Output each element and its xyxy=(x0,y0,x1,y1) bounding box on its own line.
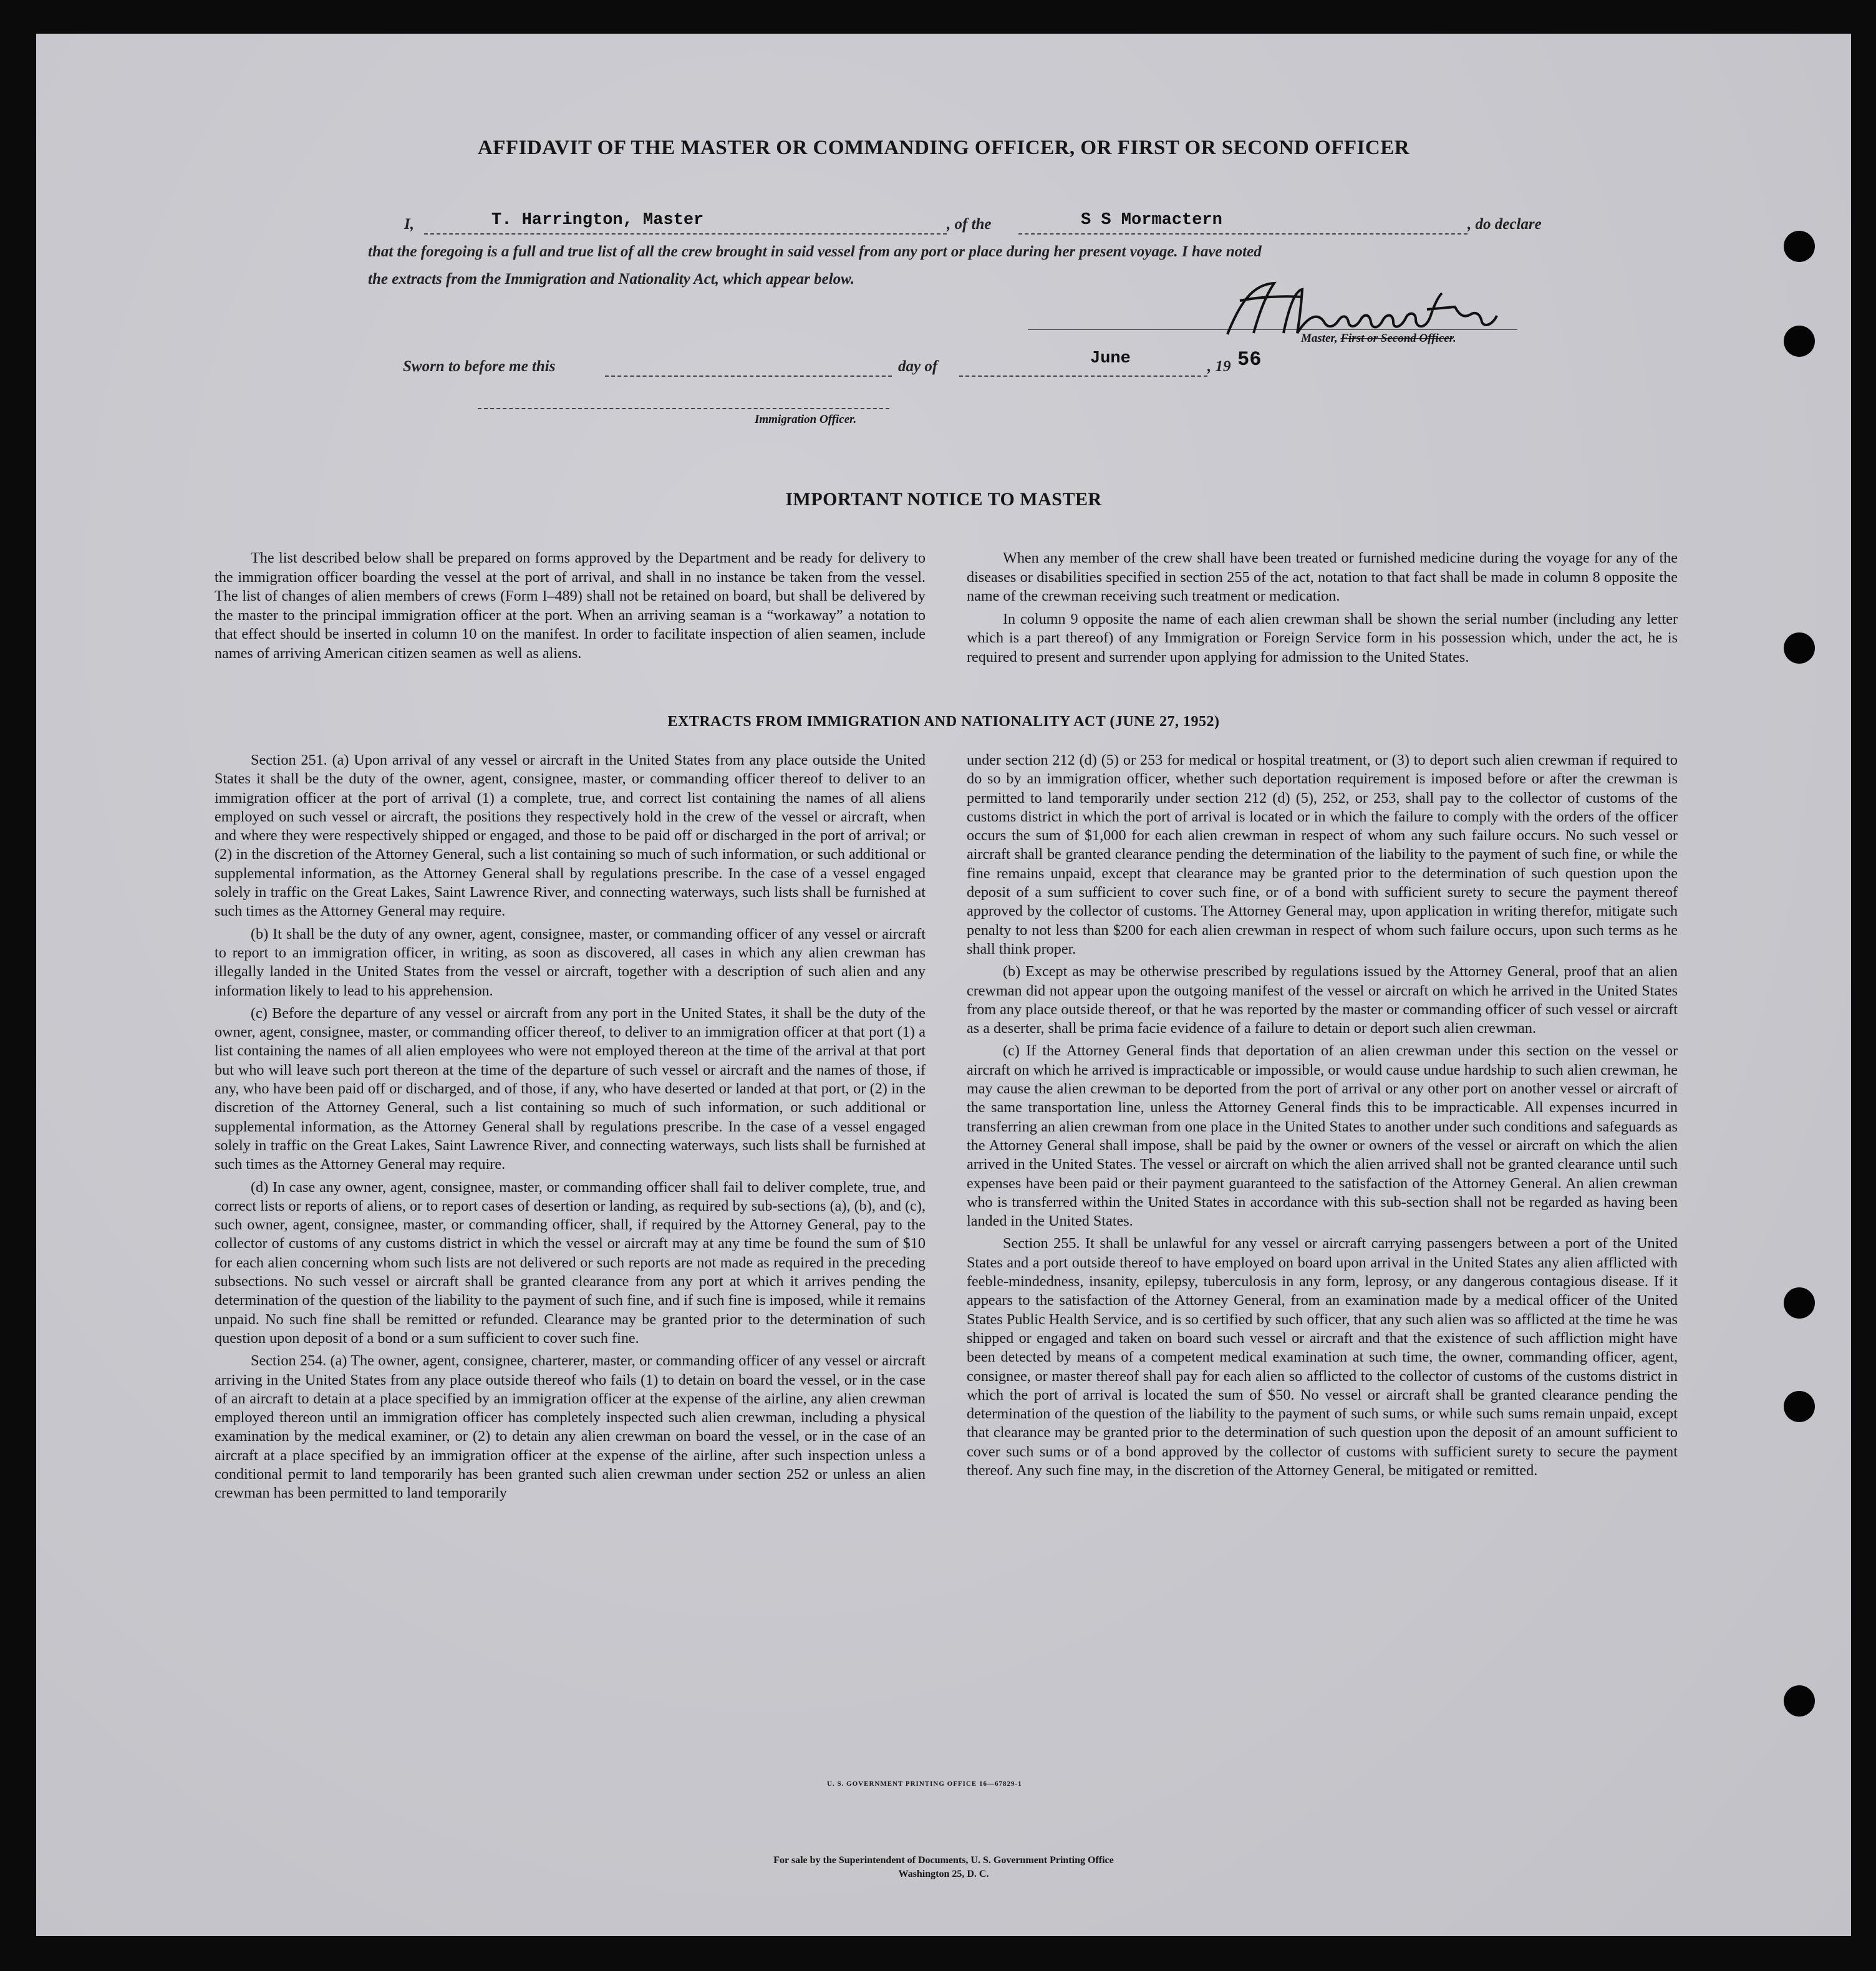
for-sale-line1: For sale by the Superintendent of Documents, U. S. Government Printing Office xyxy=(773,1855,1114,1866)
sworn-month: June xyxy=(1090,349,1131,368)
i-label: I, xyxy=(404,216,414,233)
notice-title: IMPORTANT NOTICE TO MASTER xyxy=(785,489,1102,510)
signature-caption xyxy=(1301,332,1456,346)
notice-left-column xyxy=(215,549,926,663)
extract-paragraph: Section 251. (a) Upon arrival of any vessel or aircraft in the United States from any place outside the United States it shall be the duty of the owner, agent, consignee, master, or commanding officer thereof to deliver to an immigration officer at the port of arrival (1) a complete, true, and correct list containing the names of all aliens employed on such vessel or aircraft, the positions they respectively hold in the crew of the vessel or aircraft, when and where they were respectively shipped or engaged, and those to be paid off or discharged in the port of arrival; or (2) in the discretion of the Attorney General, such a list containing so much of such information, or such additional or supplemental information, as the Attorney General shall by regulations prescribe. In the case of a vessel engaged solely in traffic on the Great Lakes, Saint Lawrence River, and connecting waterways, such lists shall be furnished at such times as the Attorney General may require. xyxy=(215,752,926,920)
extracts-right-column xyxy=(967,751,1678,1480)
printing-office-imprint: U. S. GOVERNMENT PRINTING OFFICE 16—67829-1 xyxy=(827,1780,1022,1788)
extract-paragraph: (d) In case any owner, agent, consignee, master, or commanding officer shall fail to deliver complete, true, and correct lists or reports of aliens, or to report cases of desertion or landing, as required by sub-sections (a), (b), and (c), such owner, agent, consignee, master, or commanding officer, shall, if required by the Attorney General, pay to the collector of customs of any customs district in which the vessel or aircraft may at any time be found the sum of $10 for each alien concerning whom such lists are not delivered or such reports are not made as required in the preceding subsections. No such vessel or aircraft shall be granted clearance from any port at which it arrives pending the determination of the question of the liability to the payment of such fine, and if such fine is imposed, while it remains unpaid. No such fine shall be remitted or refunded. Clearance may be granted prior to the determination of such question upon deposit of a bond or a sum sufficient to cover such fine. xyxy=(215,1178,926,1347)
extract-paragraph: (c) If the Attorney General finds that deportation of an alien crewman under this section on the vessel or aircraft on which he arrived is impracticable or impossible, or would cause undue hardship to such alien crewman, he may cause the alien crewman to be deported from the port of arrival or any other port on another vessel or aircraft of the same transportation line, unless the Attorney General finds this to be impracticable. All expenses incurred in transferring an alien crewman from one place in the United States to another under such conditions and safeguards as the Attorney General shall impose, shall be paid by the owner or owners of the vessel or aircraft on which the alien arrived in the United States. The vessel or aircraft on which the alien arrived shall not be granted clearance until such expenses have been paid or their payment guaranteed to the satisfaction of the Attorney General. An alien crewman who is transferred within the United States in accordance with this sub-section shall not be regarded as having been landed in the United States. xyxy=(967,1042,1678,1230)
signature-caption-suffix: . xyxy=(1453,332,1456,345)
affidavit-statement-line2: the extracts from the Immigration and Nationality Act, which appear below. xyxy=(368,271,855,288)
notice-paragraph: The list described below shall be prepared on forms approved by the Department and be ready for delivery to the immigration officer boarding the vessel at the port of arrival, and shall in no instance be taken from the vessel. The list of changes of alien members of crews (Form I–489) shall not be retained on board, but shall be delivered by the master to the principal immigration officer at the port. When an arriving seaman is a “workaway” a notation to that effect should be inserted in column 10 on the manifest. In order to facilitate inspection of alien seamen, include names of arriving American citizen seamen as well as aliens. xyxy=(215,550,926,662)
sworn-label: Sworn to before me this xyxy=(403,358,556,375)
extract-paragraph: Section 255. It shall be unlawful for any vessel or aircraft carrying passengers between a port of the United States and a port outside thereof to have employed on board upon arrival in the United States any alien afflicted with feeble-mindedness, insanity, epilepsy, tuberculosis in any form, leprosy, or any dangerous contagious disease. If it appears to the satisfaction of the Attorney General, from an examination made by a medical officer of the United States Public Health Service, and is so certified by such officer, that any such alien was so afflicted at the time he was shipped or engaged and taken on board such vessel or aircraft and that the existence of such affliction might have been detected by means of a competent medical examination at such time, the owner, commanding officer, agent, consignee, or master thereof shall pay for each alien so afflicted to the collector of customs of the customs district in which the port of arrival is located the sum of $50. No vessel or aircraft shall be granted clearance pending the determination of the question of the liability to the payment of such sums, or while such sums remain unpaid, except that clearance may be granted prior to the determination of such question upon the deposit of an amount sufficient to cover such sums or of a bond approved by the collector of customs with sufficient surety to secure the payment thereof. Any such fine may, in the discretion of the Attorney General, be mitigated or remitted. xyxy=(967,1235,1678,1479)
vessel-name: S S Mormactern xyxy=(1081,211,1222,230)
notice-paragraph: When any member of the crew shall have been treated or furnished medicine during the voyage for any of the diseases or disabilities specified in section 255 of the act, notation to that fact shall be made in column 8 opposite the name of the crewman receiving such treatment or medication. xyxy=(967,550,1678,604)
sworn-year: 56 xyxy=(1237,348,1262,371)
of-the-label: , of the xyxy=(947,216,992,233)
month-underline xyxy=(959,375,1207,377)
immigration-officer-line xyxy=(478,408,889,409)
extract-paragraph: Section 254. (a) The owner, agent, consignee, charterer, master, or commanding officer of any vessel or aircraft arriving in the United States from any place outside thereof who fails (1) to detain on board the vessel, or in the case of an aircraft to detain at a place specified by an immigration officer at the expense of the airline, any alien crewman employed thereon until an immigration officer has completely inspected such alien crewman, including a physical examination by the medical examiner, or (2) to detain any alien crewman on board the vessel, or in the case of an aircraft at a place specified by an immigration officer at the expense of the airline, after such inspection unless a conditional permit to land temporarily has been granted such alien crewman under section 252 or unless an alien crewman has been permitted to land temporarily xyxy=(215,1352,926,1502)
for-sale-line2: Washington 25, D. C. xyxy=(898,1869,989,1879)
punch-hole xyxy=(1784,632,1815,664)
extracts-title: EXTRACTS FROM IMMIGRATION AND NATIONALITY ACT (JUNE 27, 1952) xyxy=(667,714,1220,730)
day-of-label: day of xyxy=(898,358,938,375)
declarant-name: T. Harrington, Master xyxy=(491,211,704,230)
year-prefix: , 19 xyxy=(1207,358,1231,375)
immigration-officer-caption: Immigration Officer. xyxy=(755,413,857,426)
affidavit-title: AFFIDAVIT OF THE MASTER OR COMMANDING OFFICER, OR FIRST OR SECOND OFFICER xyxy=(477,137,1410,159)
master-signature xyxy=(1215,278,1521,341)
punch-hole xyxy=(1784,326,1815,357)
extract-paragraph: (c) Before the departure of any vessel or aircraft from any port in the United States, it shall be the duty of the owner, agent, consignee, master, or commanding officer thereof, to deliver to an immigration officer at that port (1) a list containing the names of all alien employees who were not employed thereon at the time of the arrival at that port but who will leave such port thereon at the time of the departure of such vessel or aircraft and the names of those, if any, who have been paid off or discharged, and of those, if any, who have deserted or landed at that port, or (2) in the discretion of the Attorney General, such a list containing so much of such information, or such additional or supplemental information, as the Attorney General shall by regulations prescribe. In the case of a vessel engaged solely in traffic on the Great Lakes, Saint Lawrence River, and connecting waterways, such lists shall be furnished at such times as the Attorney General may require. xyxy=(215,1004,926,1173)
declarant-underline xyxy=(424,233,947,235)
extract-paragraph: under section 212 (d) (5) or 253 for medical or hospital treatment, or (3) to deport such alien crewman if required to do so by an immigration officer, whether such deportation requirement is imposed before or after the crewman is permitted to land temporarily under section 212 (d) (5), 252, or 253, shall pay to the collector of customs of the customs district in which the port of arrival is located or in which the failure to comply with the orders of the officer occurs the sum of $1,000 for each alien crewman in respect of whom any such failure occurs. No such vessel or aircraft shall be granted clearance pending the determination of the liability to the payment of such fine, or while the fine remains unpaid, except that clearance may be granted prior to the determination of such question upon the deposit of a sum sufficient to cover such fine, or of a bond with sufficient surety to secure the payment thereof approved by the collector of customs. The Attorney General may, upon application in writing therefor, mitigate such penalty to not less than $200 for each alien crewman in respect of whom such failure occurs, upon such terms as he shall think proper. xyxy=(967,752,1678,957)
vessel-underline xyxy=(1018,233,1467,235)
affidavit-statement-line1: that the foregoing is a full and true list of all the crew brought in said vessel from any port or place during her present voyage. I have noted xyxy=(368,243,1262,260)
punch-hole xyxy=(1784,1685,1815,1717)
document-page xyxy=(36,34,1851,1936)
punch-hole xyxy=(1784,231,1815,262)
extracts-left-column xyxy=(215,751,926,1503)
signature-caption-master: Master, xyxy=(1301,332,1341,345)
sworn-day-underline xyxy=(605,375,892,377)
punch-hole xyxy=(1784,1391,1815,1422)
extract-paragraph: (b) It shall be the duty of any owner, agent, consignee, master, or commanding officer of any vessel or aircraft to report to an immigration officer, in writing, as soon as discovered, all cases in which any alien crewman has illegally landed in the United States from the vessel or aircraft, together with a description of such alien and any information likely to lead to his apprehension. xyxy=(215,925,926,999)
notice-right-column xyxy=(967,549,1678,667)
extract-paragraph: (b) Except as may be otherwise prescribed by regulations issued by the Attorney General, proof that an alien crewman did not appear upon the outgoing manifest of the vessel or aircraft on which he arrived in the United States from any place outside thereof, or that he was reported by the master or commanding officer of such vessel or aircraft as a deserter, shall be prima facie evidence of a failure to detain or deport such alien crewman. xyxy=(967,963,1678,1037)
signature-caption-struck: First or Second Officer xyxy=(1340,332,1454,345)
do-declare-label: , do declare xyxy=(1467,216,1542,233)
punch-hole xyxy=(1784,1287,1815,1319)
notice-paragraph: In column 9 opposite the name of each alien crewman shall be shown the serial number (including any letter which is a part thereof) of any Immigration or Foreign Service form in his possession which, under the act, he is required to present and surrender upon applying for admission to the United States. xyxy=(967,610,1678,666)
